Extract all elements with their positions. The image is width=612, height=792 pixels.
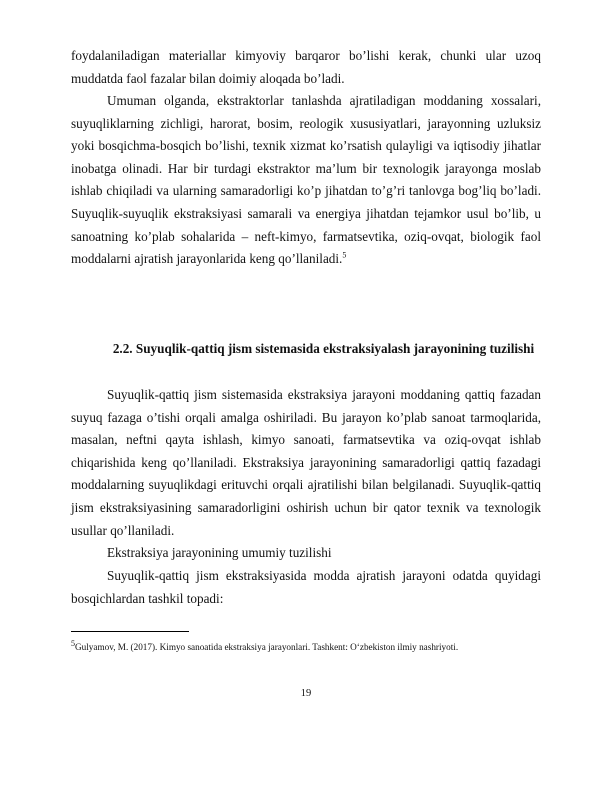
- paragraph-materials: [71, 45, 541, 90]
- paragraph-text: Suyuqlik-qattiq jism sistemasida ekstraksiya jarayoni moddaning qattiq fazadan suyuq fazaga o’tishi orqali amalga oshiriladi. Bu jarayon ko’plab sanoat tarmoqlarida, masalan, neftni qayta ishlash, kimyo sanoati, farmatsevtika va oziq-ovqat ishlab chiqarishida keng qo’llaniladi. Ekstraksiya jarayonining samaradorligi qattiq fazadagi moddalarning suyuqlikdagi erituvchi orqali ajratilishi bilan belgilanadi. Suyuqlik-qattiq jism ekstraksiyasining samaradorligini oshirish uchun bir qator texnik va texnologik usullar qo’llaniladi.: [71, 387, 541, 538]
- paragraph-text: foydalaniladigan materiallar kimyoviy barqaror bo’lishi kerak, chunki ular uzoq muddatda faol fazalar bilan doimiy aloqada bo’ladi.: [71, 48, 541, 86]
- footnote-divider: [71, 631, 189, 632]
- page-number: 19: [300, 688, 312, 699]
- paragraph-solid-liquid-extraction: [71, 384, 541, 542]
- footnote-reference[interactable]: 5: [342, 250, 347, 260]
- footnote-text: Gulyamov, M. (2017). Kimyo sanoatida ekstraksiya jarayonlari. Tashkent: O‘zbekiston ilmiy nashriyoti.: [75, 642, 459, 652]
- paragraph-text: Umuman olganda, ekstraktorlar tanlashda ajratiladigan moddaning xossalari, suyuqliklarning zichligi, harorat, bosim, reologik xususiyatlari, jarayonning uzluksiz yoki bosqichma-bosqich bo’lishi, texnik xizmat ko’rsatish qulayligi va iqtisodiy jihatlar inobatga olinadi. Har bir turdagi ekstraktor ma’lum bir texnologik jarayonga moslab ishlab chiqiladi va ularning samaradorligi ko’p jihatdan to’g’ri tanlovga bog’liq bo’ladi. Suyuqlik-suyuqlik ekstraksiyasi samarali va energiya jihatdan tejamkor usul bo’lib, u sanoatning ko’plab sohalarida – neft-kimyo, farmatsevtika, oziq-ovqat, biologik faol moddalarni ajratish jarayonlarida keng qo’llaniladi.: [71, 93, 541, 267]
- paragraph-stages-intro: [71, 565, 541, 610]
- footnote-marker: 5: [71, 638, 75, 648]
- footnote: [71, 640, 551, 654]
- section-heading: 2.2. Suyuqlik-qattiq jism sistemasida ekstraksiyalash jarayonining tuzilishi: [112, 341, 535, 356]
- paragraph-general-structure: [71, 542, 541, 565]
- paragraph-text: Ekstraksiya jarayonining umumiy tuzilishi: [107, 545, 332, 560]
- paragraph-text: Suyuqlik-qattiq jism ekstraksiyasida modda ajratish jarayoni odatda quyidagi bosqichlardan tashkil topadi:: [71, 568, 541, 606]
- paragraph-extractor-selection: [71, 90, 541, 271]
